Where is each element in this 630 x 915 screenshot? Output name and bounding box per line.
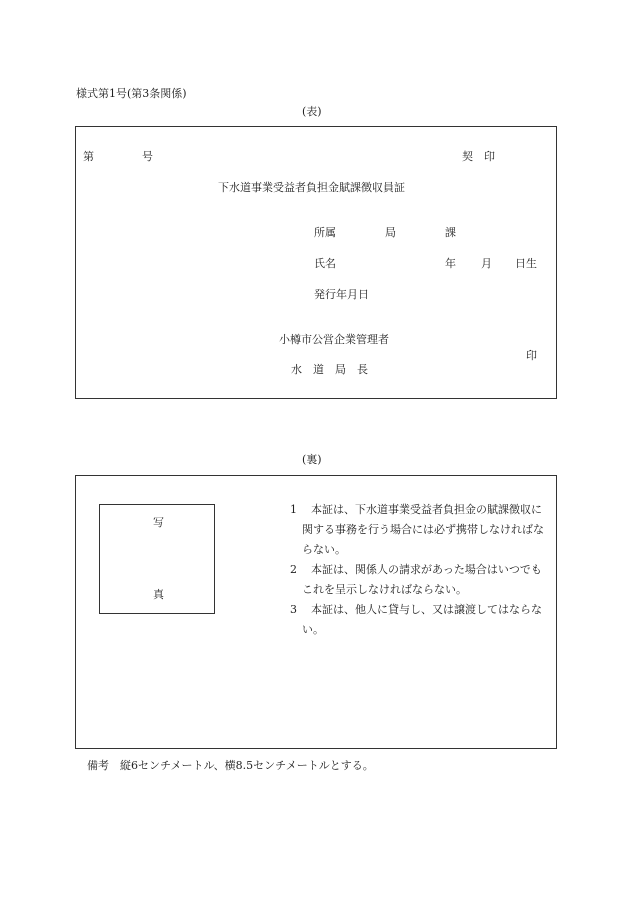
note-text: 本証は、他人に貸与し、又は譲渡してはならない。	[302, 603, 542, 636]
photo-label-2: 真	[153, 588, 164, 601]
birth-month-label: 月	[481, 257, 492, 270]
note-item	[290, 560, 552, 600]
form-label: 様式第1号(第3条関係)	[76, 87, 187, 100]
note-number: 3	[290, 603, 297, 616]
contract-seal: 契 印	[462, 150, 495, 163]
number-suffix: 号	[142, 150, 153, 163]
photo-label-1: 写	[153, 516, 164, 529]
front-caption: (表)	[302, 105, 322, 118]
birth-day-label: 日生	[515, 257, 537, 270]
back-caption: (裏)	[302, 453, 322, 466]
note-number: 1	[290, 503, 297, 516]
note-item	[290, 600, 552, 640]
issue-date-label: 発行年月日	[314, 288, 369, 301]
issuer-title: 小樽市公営企業管理者	[279, 333, 389, 346]
card-title: 下水道事業受益者負担金賦課徴収員証	[218, 181, 405, 194]
seal-mark: 印	[526, 349, 537, 362]
number-prefix: 第	[83, 150, 94, 163]
birth-year-label: 年	[445, 257, 456, 270]
note-number: 2	[290, 563, 297, 576]
issuer-name: 水 道 局 長	[291, 363, 368, 376]
bureau-label: 局	[385, 226, 396, 239]
note-text: 本証は、関係人の請求があった場合はいつでもこれを呈示しなければならない。	[302, 563, 542, 596]
remarks: 備考 縦6センチメートル、横8.5センチメートルとする。	[87, 759, 374, 772]
note-item	[290, 500, 552, 560]
affiliation-label: 所属	[314, 226, 336, 239]
notes-list	[290, 500, 552, 640]
name-label: 氏名	[314, 257, 336, 270]
note-text: 本証は、下水道事業受益者負担金の賦課徴収に関する事務を行う場合には必ず携帯しなければならない。	[302, 503, 544, 556]
section-label: 課	[445, 226, 456, 239]
